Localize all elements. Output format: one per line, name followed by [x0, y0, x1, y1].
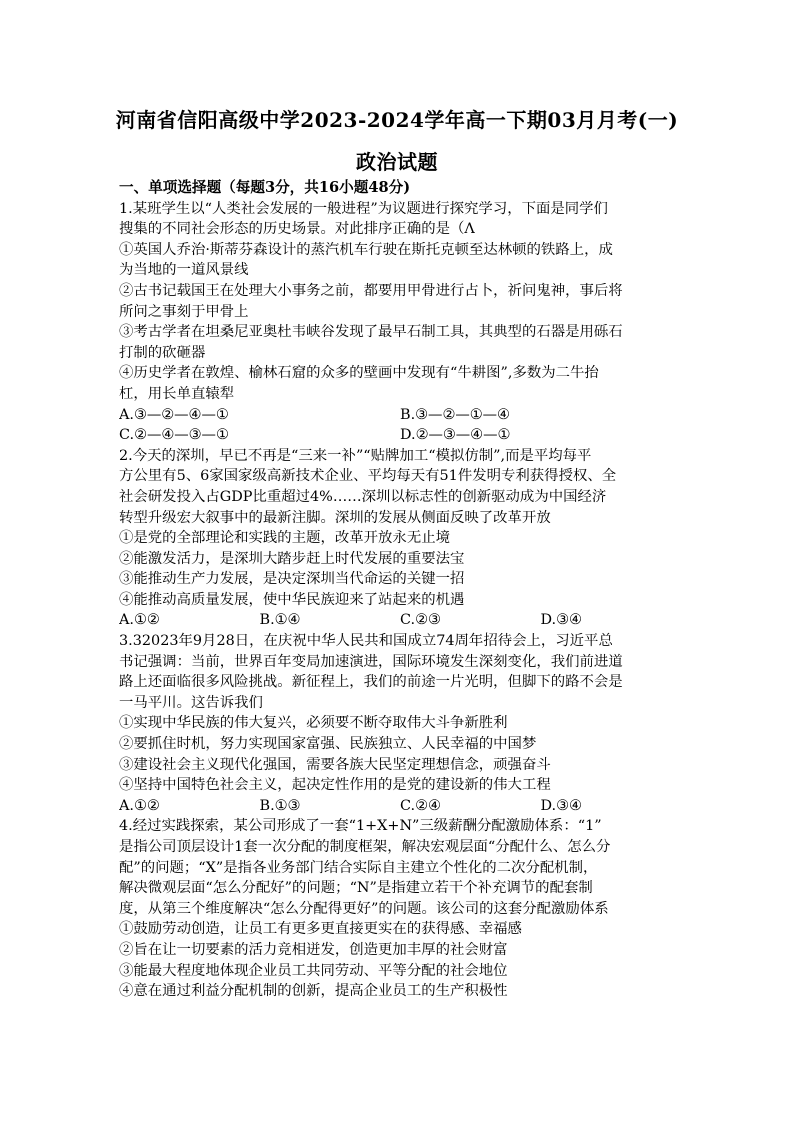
- question-text: 配”的问题；“X”是指各业务部门结合实际自主建立个性化的二次分配机制，: [119, 859, 598, 876]
- statement: ③能最大程度地体现企业员工共同劳动、平等分配的社会地位: [119, 962, 508, 979]
- statement: ④意在通过利益分配机制的创新，提高企业员工的生产积极性: [119, 983, 508, 1000]
- question-1: [119, 199, 681, 446]
- option-b: B.③—②—①—④: [400, 406, 510, 423]
- statement: ①实现中华民族的伟大复兴，必须要不断夺取伟大斗争新胜利: [119, 715, 508, 732]
- question-text: 3.32023年9月28日，在庆祝中华人民共和国成立74周年招待会上，习近平总: [119, 633, 613, 650]
- question-text: 是指公司顶层设计1套一次分配的制度框架，解决宏观层面“分配什么、怎么分: [119, 839, 611, 855]
- option-c: C.②—④—③—①: [119, 427, 229, 444]
- question-text: 度，从第三个维度解决“怎么分配得更好”的问题。该公司的这套分配激励体系: [119, 900, 609, 917]
- option-b: B.①④: [259, 612, 301, 629]
- question-text: 一马平川。这告诉我们: [119, 694, 263, 711]
- question-text: 2.今天的深圳，早已不再是“三来一补”“贴牌加工“模拟仿制”,而是平均每平: [119, 447, 592, 464]
- exam-title: 河南省信阳高级中学2023-2024学年高一下期03月月考(一): [115, 108, 679, 132]
- question-text: 1.某班学生以“人类社会发展的一般进程”为议题进行探究学习，下面是同学们: [119, 200, 608, 217]
- exam-subject: 政治试题: [356, 150, 438, 174]
- statement: ②要抓住时机，努力实现国家富强、民族独立、人民幸福的中国梦: [119, 736, 537, 753]
- answer-options: [119, 796, 681, 817]
- question-text: 社会研发投入占GDP比重超过4%……深圳以标志性的创新驱动成为中国经济: [119, 488, 607, 505]
- question-2: [119, 446, 681, 631]
- statement: ③考古学者在坦桑尼亚奥杜韦峡谷发现了最早石制工具，其典型的石器是用砾石: [119, 324, 623, 341]
- option-b: B.①③: [259, 797, 301, 814]
- option-a: A.①②: [119, 797, 160, 814]
- question-text: 书记强调：当前，世界百年变局加速演进，国际环境发生深刻变化，我们前进道: [119, 653, 623, 670]
- statement: ④坚持中国特色社会主义，起决定性作用的是党的建设新的伟大工程: [119, 777, 551, 794]
- question-text: 转型升级宏大叙事中的最新注脚。深圳的发展从侧面反映了改革开放: [119, 509, 551, 526]
- statement: ④历史学者在敦煌、榆林石窟的众多的壁画中发现有“牛耕图”,多数为二牛抬: [119, 365, 599, 382]
- option-a: A.①②: [119, 612, 160, 629]
- exam-content: [119, 178, 681, 1002]
- question-text: 方公里有5、6家国家级高新技术企业、平均每天有51件发明专利获得授权、全: [119, 468, 617, 485]
- answer-options: [119, 610, 681, 631]
- option-c: C.②④: [400, 797, 441, 814]
- question-text: 4.经过实践探索，某公司形成了一套“1+X+N”三级薪酬分配激励体系：“1”: [119, 818, 602, 835]
- statement: 杠，用长单直辕犁: [119, 385, 235, 402]
- statement: ①英国人乔治·斯蒂芬森设计的蒸汽机车行驶在斯托克顿至达林顿的铁路上，成: [119, 241, 613, 258]
- section-heading: 一、单项选择题（每题3分，共16小题48分): [119, 179, 411, 196]
- question-3: [119, 631, 681, 816]
- statement: ③建设社会主义现代化强国，需要各族大民坚定理想信念，顽强奋斗: [119, 756, 551, 773]
- answer-options: [119, 425, 681, 446]
- option-c: C.②③: [400, 612, 441, 629]
- answer-options: [119, 405, 681, 426]
- statement: ①是党的全部理论和实践的主题，改革开放永无止境: [119, 530, 450, 547]
- statement: ②能激发活力，是深圳大踏步赶上时代发展的重要法宝: [119, 550, 465, 567]
- statement: 所问之事刻于甲骨上: [119, 303, 249, 320]
- option-d: D.③④: [540, 797, 582, 814]
- statement: ②古书记载国王在处理大小事务之前，都要用甲骨进行占卜，祈问鬼神，事后将: [119, 282, 623, 299]
- option-d: D.③④: [540, 612, 582, 629]
- question-4: [119, 816, 681, 1001]
- statement: 为当地的一道风景线: [119, 262, 249, 279]
- statement: 打制的砍砸器: [119, 344, 206, 361]
- statement: ①鼓励劳动创造，让员工有更多更直接更实在的获得感、幸福感: [119, 921, 522, 938]
- option-d: D.②—③—④—①: [400, 427, 511, 444]
- question-text: 搜集的不同社会形态的历史场景。对此排序正确的是（Λ: [119, 221, 475, 238]
- statement: ③能推动生产力发展，是决定深圳当代命运的关键一招: [119, 571, 465, 588]
- statement: ④能推动高质量发展，使中华民族迎来了站起来的机遇: [119, 591, 465, 608]
- question-text: 路上还面临很多风险挑战。新征程上，我们的前途一片光明，但脚下的路不会是: [119, 674, 623, 691]
- question-text: 解决微观层面“怎么分配好”的问题；“N”是指建立若干个补充调节的配套制: [119, 880, 593, 897]
- option-a: A.③—②—④—①: [119, 406, 229, 423]
- statement: ②旨在让一切要素的活力竞相迸发，创造更加丰厚的社会财富: [119, 941, 508, 958]
